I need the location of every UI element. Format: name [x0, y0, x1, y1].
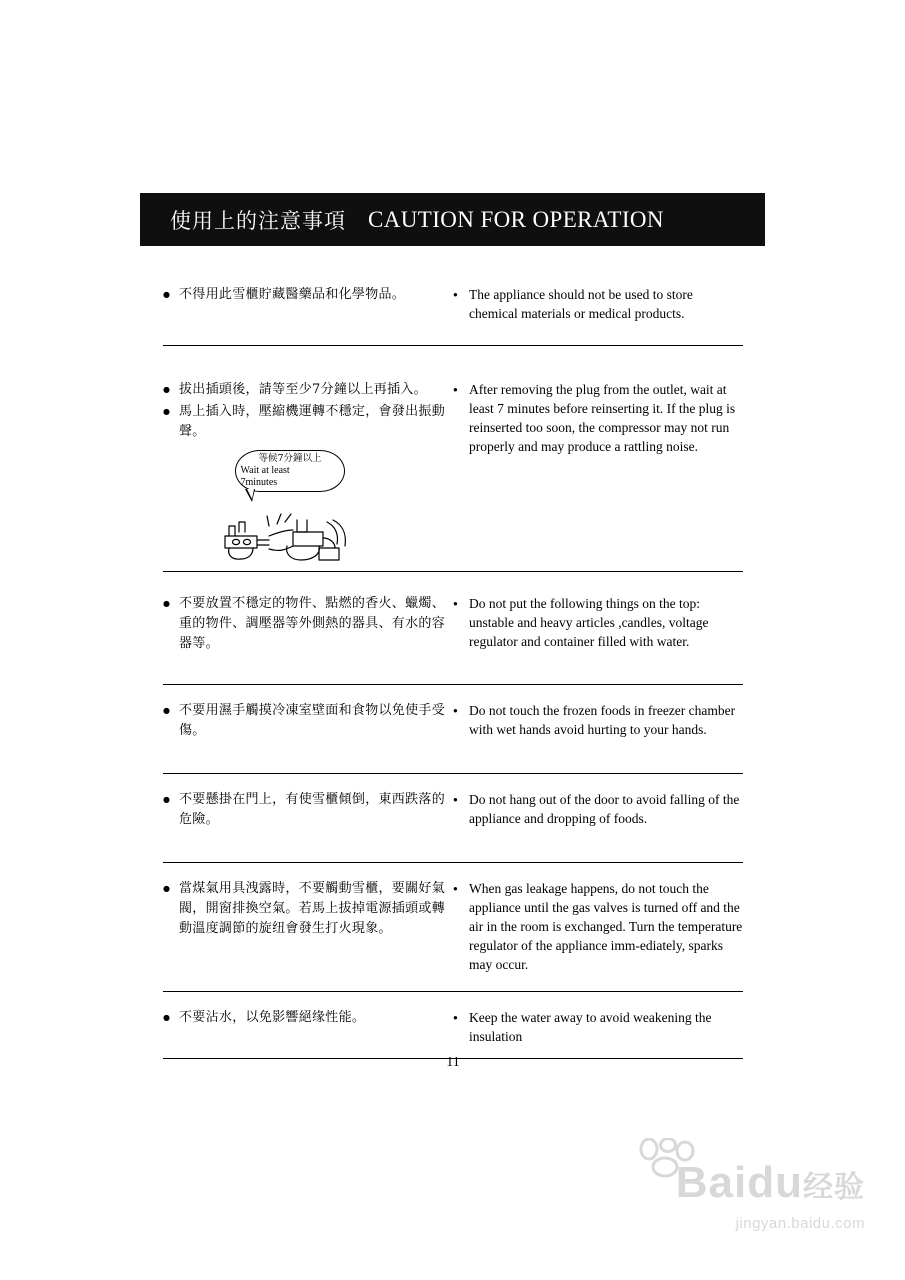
caution-chinese-column	[163, 790, 453, 856]
list-item: ● 不要放置不穩定的物件、點燃的香火、蠟燭、重的物件、調壓器等外側熱的器具、有水的容器等。	[163, 594, 447, 654]
hand-and-plug-drawing	[223, 502, 423, 564]
list-item: ● When gas leakage happens, do not touch the appliance until the gas valves is turned off and the air in the room is exchanged. Turn the temperature regulator of the appliance imm-ediately, sparks may occur.	[453, 879, 743, 974]
list-item: ● 拔出插頭後，請等至少7分鐘以上再插入。	[163, 380, 447, 400]
caution-chinese-column	[163, 1008, 453, 1052]
page-title-english: CAUTION FOR OPERATION	[368, 206, 664, 232]
caution-row	[163, 1008, 743, 1059]
list-item: ● Do not put the following things on the top: unstable and heavy articles ,candles, voltage regulator and container filled with water.	[453, 594, 743, 651]
caution-row	[163, 701, 743, 774]
speech-bubble-tail	[245, 489, 255, 502]
caution-list	[163, 285, 743, 1059]
list-item: ● The appliance should not be used to store chemical materials or medical products.	[453, 285, 743, 323]
list-item: ● After removing the plug from the outlet, wait at least 7 minutes before reinserting it. If the plug is reinserted too soon, the compressor may not run properly and may produce a rattling noise.	[453, 380, 743, 456]
list-item: ● 不要沾水，以免影響絕缘性能。	[163, 1008, 447, 1028]
page-number: 11	[446, 1055, 460, 1070]
watermark-brand-chinese: 经验	[803, 1170, 865, 1205]
caution-english-column	[453, 879, 743, 985]
caution-english-column	[453, 701, 743, 767]
bubble-text-english-line2: 7minutes	[240, 477, 278, 488]
paw-icon	[637, 1138, 697, 1178]
caution-row	[163, 285, 743, 346]
list-item: ● 當煤氣用具洩露時，不要觸動雪櫃，要關好氣閥，開窗排換空氣。若馬上拔掉電源插頭或轉動溫度調節的旋纽會發生打火現象。	[163, 879, 447, 939]
caution-english-column	[453, 285, 743, 339]
list-item: ● Keep the water away to avoid weakening the insulation	[453, 1008, 743, 1046]
caution-chinese-column	[163, 879, 453, 985]
speech-bubble	[235, 450, 345, 492]
caution-chinese-column	[163, 594, 453, 678]
watermark-brand-latin: Baidu	[675, 1158, 803, 1207]
watermark	[676, 1160, 865, 1232]
page-title-bar	[140, 193, 765, 246]
caution-chinese-column	[163, 380, 453, 565]
caution-row	[163, 594, 743, 685]
caution-english-column	[453, 380, 743, 565]
list-item: ● Do not touch the frozen foods in freezer chamber with wet hands avoid hurting to your hands.	[453, 701, 743, 739]
watermark-domain: jingyan.baidu.com	[735, 1215, 865, 1232]
bubble-text-chinese: 等候7分鐘以上	[258, 453, 322, 464]
caution-row	[163, 879, 743, 992]
bubble-text-english-line1: Wait at least	[240, 465, 290, 476]
list-item: ● 不要用濕手觸摸冷凍室壁面和食物以免使手受傷。	[163, 701, 447, 741]
watermark-brand	[676, 1160, 865, 1211]
caution-chinese-column	[163, 285, 453, 339]
wait-7-minutes-illustration	[223, 450, 423, 565]
list-item: ● Do not hang out of the door to avoid falling of the appliance and dropping of foods.	[453, 790, 743, 828]
caution-english-column	[453, 594, 743, 678]
caution-row	[163, 790, 743, 863]
caution-english-column	[453, 790, 743, 856]
list-item: ● 不得用此雪櫃貯藏醫藥品和化學物品。	[163, 285, 447, 305]
caution-chinese-column	[163, 701, 453, 767]
caution-row	[163, 380, 743, 572]
page-title-chinese: 使用上的注意事項	[170, 208, 346, 233]
caution-english-column	[453, 1008, 743, 1052]
list-item: ● 不要懸掛在門上，有使雪櫃傾倒，東西跌落的危險。	[163, 790, 447, 830]
list-item: ● 馬上插入時，壓縮機運轉不穩定，會發出振動聲。	[163, 402, 447, 442]
